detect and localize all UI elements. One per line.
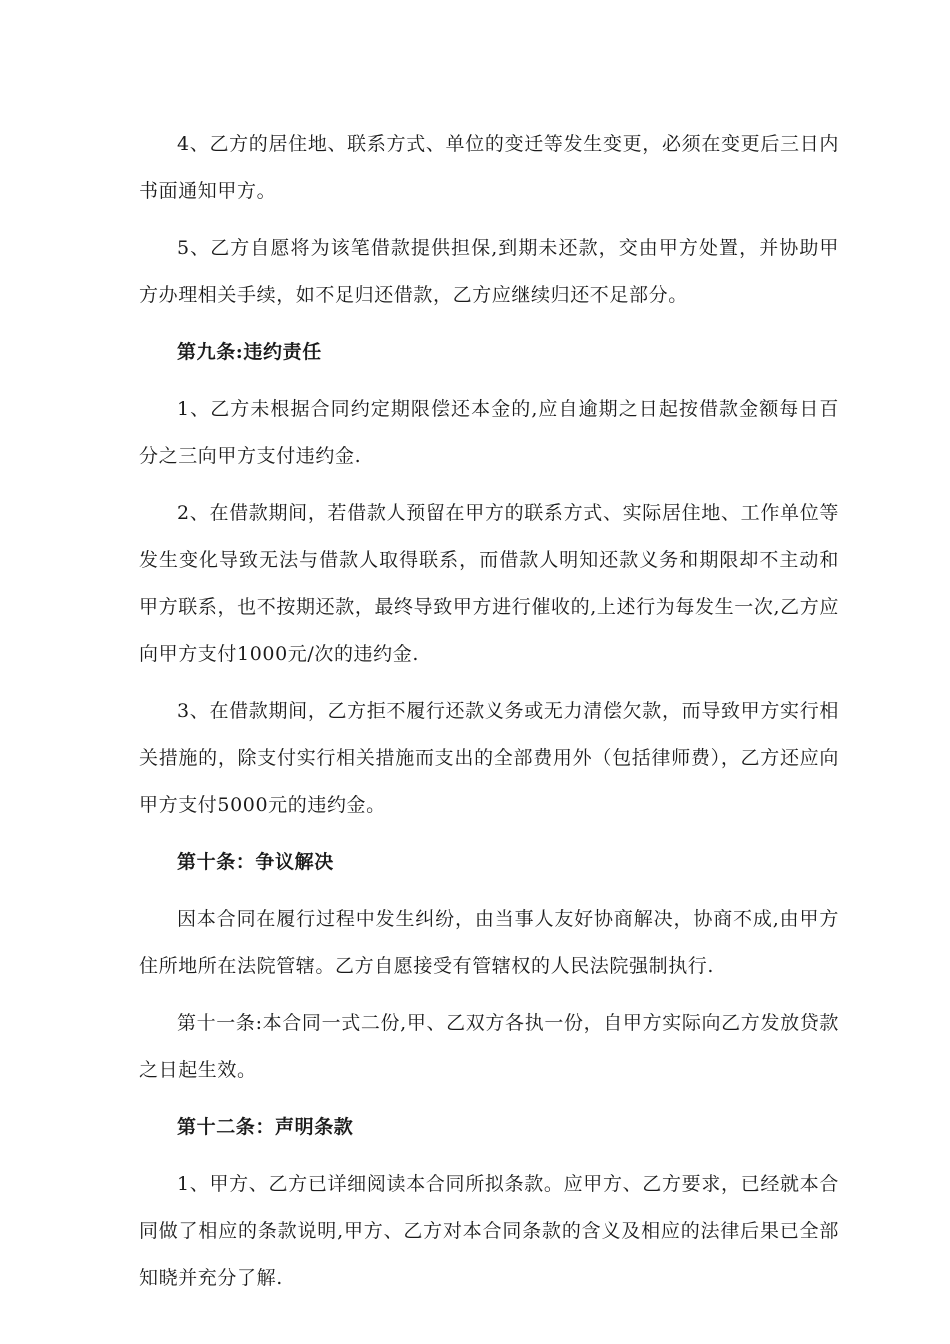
clause-8-item-5: 5、乙方自愿将为该笔借款提供担保,到期未还款，交由甲方处置，并协助甲方办理相关手续，如不足归还借款，乙方应继续归还不足部分。 (139, 237, 839, 306)
clause-10-heading: 第十条：争议解决 (177, 851, 334, 873)
clause-9-item-1: 1、乙方未根据合同约定期限偿还本金的,应自逾期之日起按借款金额每日百分之三向甲方支付违约金. (139, 398, 839, 467)
clause-11-body: 第十一条:本合同一式二份,甲、乙双方各执一份，自甲方实际向乙方发放贷款之日起生效。 (139, 1012, 839, 1081)
clause-10-body: 因本合同在履行过程中发生纠纷，由当事人友好协商解决，协商不成,由甲方住所地所在法院管辖。乙方自愿接受有管辖权的人民法院强制执行. (139, 908, 839, 977)
clause-9-item-3: 3、在借款期间，乙方拒不履行还款义务或无力清偿欠款，而导致甲方实行相关措施的，除支付实行相关措施而支出的全部费用外（包括律师费），乙方还应向甲方支付5000元的违约金。 (139, 700, 839, 816)
clause-8-item-4: 4、乙方的居住地、联系方式、单位的变迁等发生变更，必须在变更后三日内书面通知甲方。 (139, 133, 839, 202)
clause-9-heading: 第九条:违约责任 (177, 341, 322, 363)
document-body (139, 121, 839, 1312)
clause-12-heading: 第十二条：声明条款 (177, 1116, 354, 1138)
clause-9-item-2: 2、在借款期间，若借款人预留在甲方的联系方式、实际居住地、工作单位等发生变化导致无法与借款人取得联系，而借款人明知还款义务和期限却不主动和甲方联系，也不按期还款，最终导致甲方进行催收的,上述行为每发生一次,乙方应向甲方支付1000元/次的违约金. (139, 502, 839, 665)
clause-12-item-1: 1、甲方、乙方已详细阅读本合同所拟条款。应甲方、乙方要求，已经就本合同做了相应的条款说明,甲方、乙方对本合同条款的含义及相应的法律后果已全部知晓并充分了解. (139, 1173, 839, 1289)
